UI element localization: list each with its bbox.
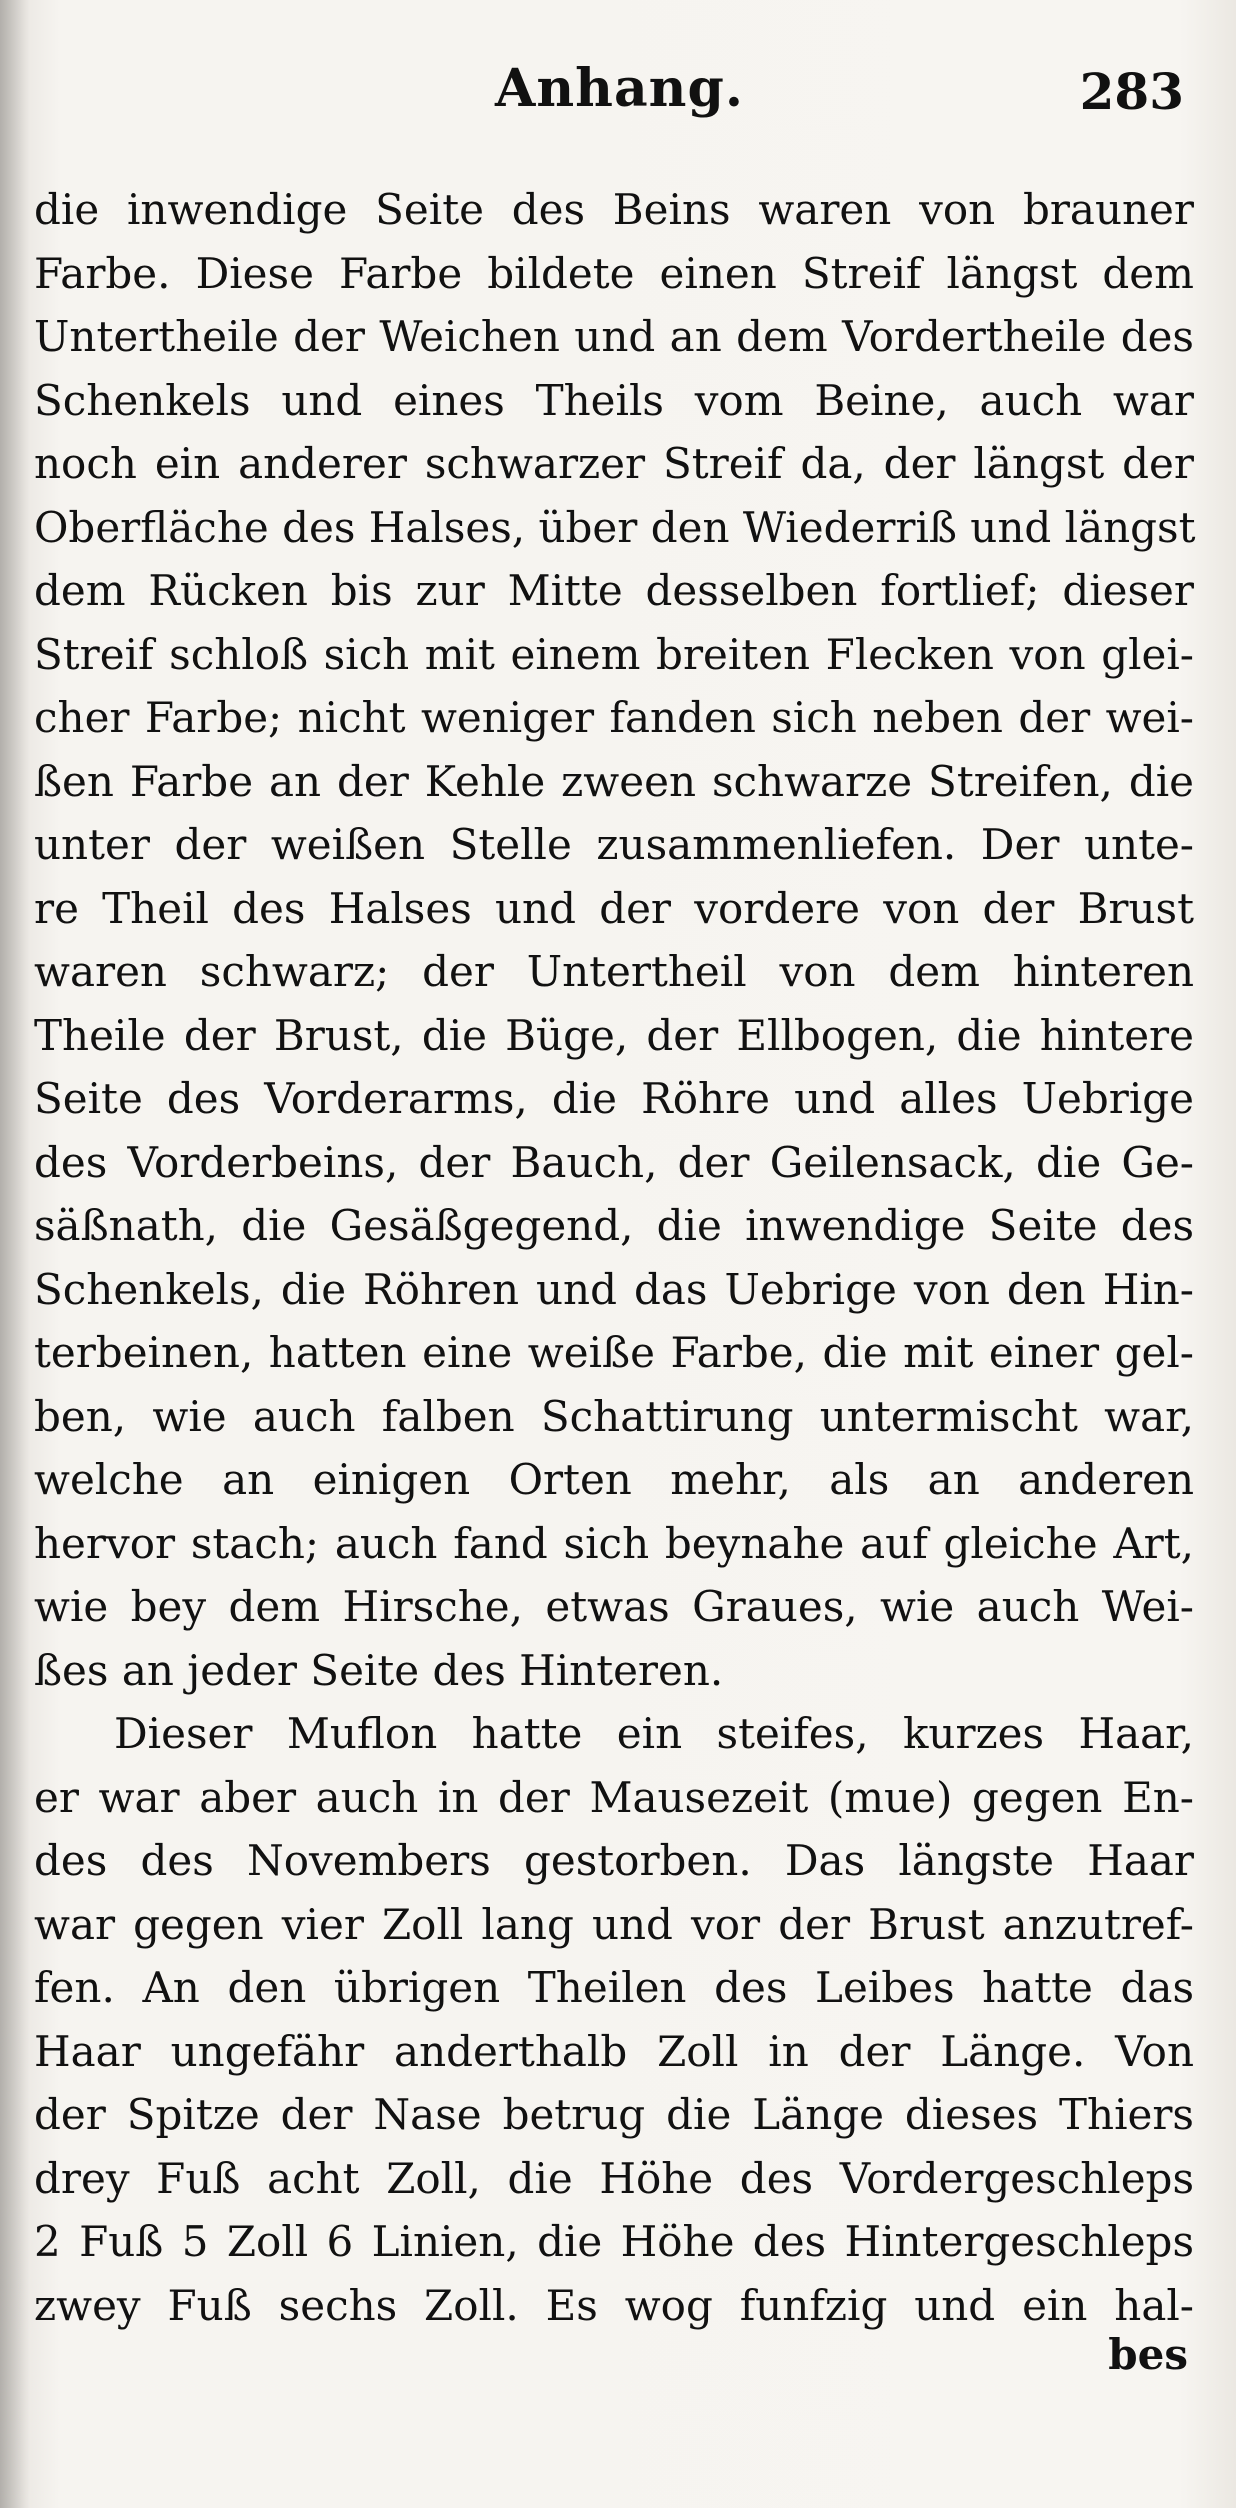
text-line: Untertheile der Weichen und an dem Vordertheile des bbox=[34, 312, 1194, 361]
paragraph-start-line: Dieser Muflon hatte ein steifes, kurzes Haar, bbox=[114, 1709, 1194, 1758]
text-line: Farbe. Diese Farbe bildete einen Streif längst dem bbox=[34, 248, 1194, 298]
text-line: der Spitze der Nase betrug die Länge dieses Thiers bbox=[34, 2090, 1194, 2139]
text-line: wie bey dem Hirsche, etwas Graues, wie auch Wei- bbox=[34, 1582, 1194, 1631]
text-line: waren schwarz; der Untertheil von dem hinteren bbox=[34, 947, 1194, 996]
text-line: ben, wie auch falben Schattirung untermischt war, bbox=[34, 1391, 1194, 1441]
paragraph-end-line: ßes an jeder Seite des Hinteren. bbox=[34, 1645, 724, 1695]
text-line: ßen Farbe an der Kehle zween schwarze Streifen, die bbox=[34, 756, 1194, 806]
text-line: Oberfläche des Halses, über den Wiederriß und längst bbox=[34, 502, 1196, 552]
body-text bbox=[34, 178, 1194, 2337]
text-line: hervor stach; auch fand sich beynahe auf gleiche Art, bbox=[34, 1518, 1194, 1568]
text-line: des Vorderbeins, der Bauch, der Geilensack, die Ge- bbox=[34, 1137, 1194, 1187]
text-line: des des Novembers gestorben. Das längste Haar bbox=[34, 1836, 1194, 1885]
text-line: welche an einigen Orten mehr, als an anderen bbox=[34, 1455, 1194, 1504]
text-line: terbeinen, hatten eine weiße Farbe, die mit einer gel- bbox=[34, 1328, 1194, 1377]
text-line: er war aber auch in der Mausezeit (mue) gegen En- bbox=[34, 1772, 1194, 1822]
running-head: Anhang. bbox=[495, 58, 744, 119]
catchword: bes bbox=[1108, 2330, 1188, 2379]
text-line: Haar ungefähr anderthalb Zoll in der Länge. Von bbox=[34, 2026, 1194, 2076]
text-line: noch ein anderer schwarzer Streif da, der längst der bbox=[34, 439, 1194, 488]
text-line: die inwendige Seite des Beins waren von brauner bbox=[34, 185, 1194, 234]
text-line: zwey Fuß sechs Zoll. Es wog funfzig und ein hal- bbox=[34, 2280, 1194, 2330]
gutter-shadow bbox=[0, 0, 30, 2508]
text-line: unter der weißen Stelle zusammenliefen. Der unte- bbox=[34, 820, 1194, 869]
page-number: 283 bbox=[1079, 62, 1184, 121]
text-line: Schenkels und eines Theils vom Beine, auch war bbox=[34, 375, 1194, 425]
text-line: Streif schloß sich mit einem breiten Flecken von glei- bbox=[34, 629, 1194, 679]
text-line: cher Farbe; nicht weniger fanden sich neben der wei- bbox=[34, 693, 1194, 742]
page-header bbox=[0, 58, 1236, 138]
text-line: re Theil des Halses und der vordere von der Brust bbox=[34, 883, 1194, 933]
text-line: drey Fuß acht Zoll, die Höhe des Vordergeschleps bbox=[34, 2153, 1194, 2203]
text-line: säßnath, die Gesäßgegend, die inwendige Seite des bbox=[34, 1201, 1194, 1250]
text-line: war gegen vier Zoll lang und vor der Brust anzutref- bbox=[34, 1899, 1194, 1949]
text-line: dem Rücken bis zur Mitte desselben fortlief; dieser bbox=[34, 566, 1194, 615]
text-line: fen. An den übrigen Theilen des Leibes hatte das bbox=[34, 1963, 1194, 2012]
text-line: Schenkels, die Röhren und das Uebrige von den Hin- bbox=[34, 1264, 1194, 1314]
text-line: Seite des Vorderarms, die Röhre und alles Uebrige bbox=[34, 1074, 1194, 1123]
text-line: 2 Fuß 5 Zoll 6 Linien, die Höhe des Hintergeschleps bbox=[34, 2217, 1194, 2266]
text-line: Theile der Brust, die Büge, der Ellbogen, die hintere bbox=[34, 1010, 1194, 1060]
